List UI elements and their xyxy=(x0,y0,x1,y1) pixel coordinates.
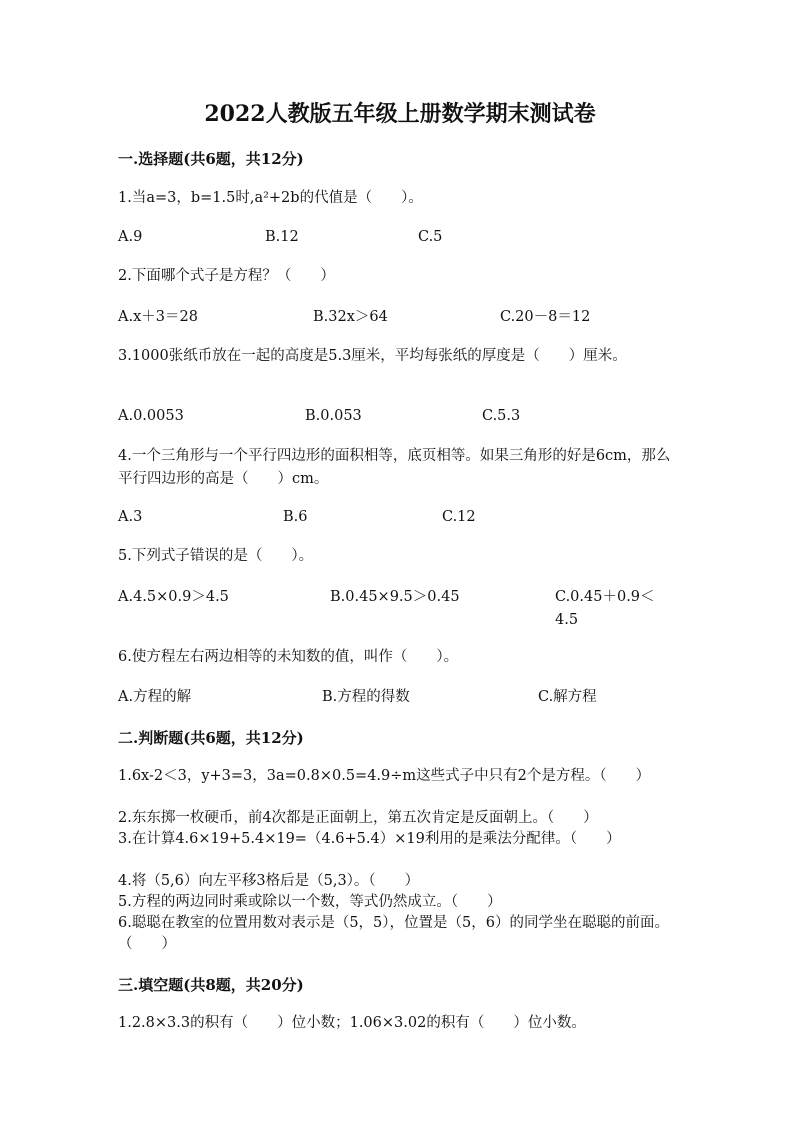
option-b: B.0.053 xyxy=(305,408,362,424)
option-a: A.9 xyxy=(118,229,143,245)
option-a: A.3 xyxy=(118,509,143,525)
choice-question-4: 4.一个三角形与一个平行四边形的面积相等，底页相等。如果三角形的好是6cm，那么平行四边形的高是（ ）cm。 xyxy=(118,448,671,487)
choice-question-3: 3.1000张纸币放在一起的高度是5.3厘米，平均每张纸的厚度是（ ）厘米。 xyxy=(118,348,627,364)
option-b: B.方程的得数 xyxy=(322,689,410,705)
option-c: C.0.45＋0.9＜4.5 xyxy=(555,589,655,628)
choice-question-1: 1.当a=3，b=1.5时,a²+2b的代值是（ ）。 xyxy=(118,190,423,206)
page-title: 2022人教版五年级上册数学期末测试卷 xyxy=(204,101,596,127)
option-c: C.5 xyxy=(418,229,443,245)
choice-question-6: 6.使方程左右两边相等的未知数的值，叫作（ ）。 xyxy=(118,649,459,665)
choice-options-4 xyxy=(118,506,678,529)
judge-question-3: 3.在计算4.6×19+5.4×19=（4.6+5.4）×19利用的是乘法分配律。（ ） xyxy=(118,831,621,847)
choice-options-1 xyxy=(118,226,678,249)
option-a: A.方程的解 xyxy=(118,689,192,705)
judge-question-2: 2.东东掷一枚硬币，前4次都是正面朝上，第五次肯定是反面朝上。（ ） xyxy=(118,810,598,826)
option-c: C.5.3 xyxy=(482,408,521,424)
choice-question-2: 2.下面哪个式子是方程？（ ） xyxy=(118,268,335,284)
option-a: A.0.0053 xyxy=(118,408,184,424)
choice-options-3 xyxy=(118,405,678,428)
option-a: A.4.5×0.9＞4.5 xyxy=(118,589,229,605)
option-b: B.12 xyxy=(265,229,299,245)
section-heading-fill: 三.填空题(共8题，共20分) xyxy=(118,976,304,994)
option-b: B.0.45×9.5＞0.45 xyxy=(330,589,460,605)
option-b: B.32x＞64 xyxy=(313,309,388,325)
judge-question-6: 6.聪聪在教室的位置用数对表示是（5，5），位置是（5，6）的同学坐在聪聪的前面。（ ） xyxy=(118,915,669,952)
choice-options-2 xyxy=(118,306,678,329)
judge-question-5: 5.方程的两边同时乘或除以一个数，等式仍然成立。（ ） xyxy=(118,894,502,910)
judge-question-1: 1.6x-2＜3，y+3=3，3a=0.8×0.5=4.9÷m这些式子中只有2个是方程。（ ） xyxy=(118,768,651,784)
section-heading-choice: 一.选择题(共6题，共12分) xyxy=(118,150,304,168)
choice-options-6 xyxy=(118,686,678,709)
fill-question-1: 1.2.8×3.3的积有（ ）位小数；1.06×3.02的积有（ ）位小数。 xyxy=(118,1015,586,1031)
option-a: A.x＋3＝28 xyxy=(118,309,198,325)
option-c: C.解方程 xyxy=(538,689,597,705)
option-b: B.6 xyxy=(283,509,308,525)
choice-question-5: 5.下列式子错误的是（ ）。 xyxy=(118,548,314,564)
judge-question-4: 4.将（5,6）向左平移3格后是（5,3）。（ ） xyxy=(118,873,420,889)
option-c: C.12 xyxy=(442,509,476,525)
choice-options-5 xyxy=(118,586,678,632)
section-heading-judge: 二.判断题(共6题，共12分) xyxy=(118,729,304,747)
option-c: C.20－8＝12 xyxy=(500,309,591,325)
